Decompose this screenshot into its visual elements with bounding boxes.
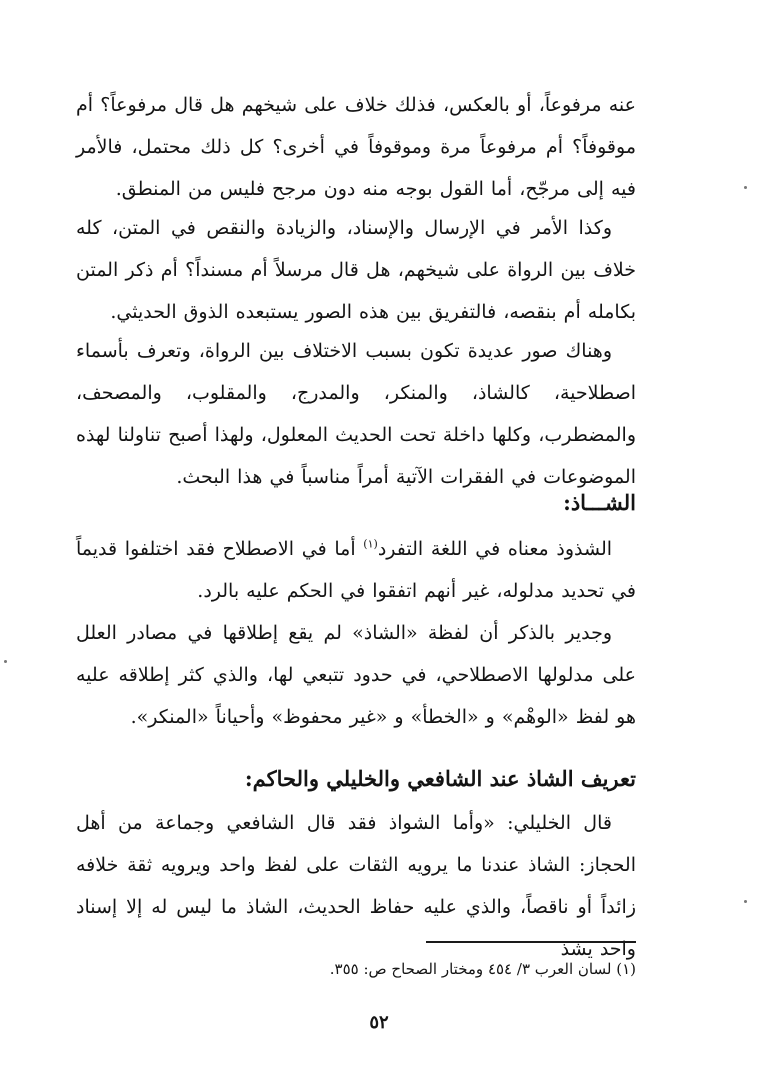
page-number: ٥٢ — [369, 1012, 389, 1033]
footnote-text: (١) لسان العرب ٣/ ٤٥٤ ومختار الصحاح ص: ٣٥٥. — [329, 960, 636, 978]
paragraph-4-text-start: الشذوذ معناه في اللغة التفرد — [377, 538, 613, 560]
scan-speck — [744, 900, 747, 903]
paragraph-6: قال الخليلي: «وأما الشواذ فقد قال الشافعي وجماعة من أهل الحجاز: الشاذ عندنا ما يرويه الثقات على لفظ واحد ويرويه ثقة خلافه زائداً أو ناقصاً، والذي عليه حفاظ الحديث، الشاذ ما ليس له إلا إسناد واحد يشذ — [76, 812, 636, 960]
section-heading-shadh: الشـــاذ: — [563, 490, 636, 515]
paragraph-3: وهناك صور عديدة تكون بسبب الاختلاف بين الرواة، وتعرف بأسماء اصطلاحية، كالشاذ، والمنكر، والمدرج، والمقلوب، والمصحف، والمضطرب، وكلها داخلة تحت الحديث المعلول، ولهذا أصبح تناولنا لهذه الموضوعات في الفقرات الآتية أمراً مناسباً في هذا البحث. — [76, 340, 636, 488]
paragraph-4-text-end: أما في الاصطلاح فقد اختلفوا قديماً في تحديد مدلوله، غير أنهم اتفقوا في الحكم عليه بالرد. — [76, 538, 636, 602]
footnote-reference: (١) — [363, 537, 378, 551]
paragraph-5: وجدير بالذكر أن لفظة «الشاذ» لم يقع إطلاقها في مصادر العلل على مدلولها الاصطلاحي، في حدود تتبعي لها، والذي كثر إطلاقه عليه هو لفظ «الوهْم» و «الخطأ» و «غير محفوظ» وأحياناً «المنكر». — [76, 622, 636, 728]
paragraph-2: وكذا الأمر في الإرسال والإسناد، والزيادة والنقص في المتن، كله خلاف بين الرواة على شيخهم، هل قال مرسلاً أم مسنداً؟ أم ذكر المتن بكامله أم بنقصه، فالتفريق بين هذه الصور يستبعده الذوق الحديثي. — [76, 217, 636, 323]
scan-speck — [4, 660, 7, 663]
scan-speck — [744, 186, 747, 189]
section-heading-definition: تعريف الشاذ عند الشافعي والخليلي والحاكم: — [244, 766, 636, 791]
paragraph-4 — [76, 528, 636, 612]
book-page — [76, 0, 636, 1082]
footnote-separator — [426, 941, 636, 943]
paragraph-1: عنه مرفوعاً، أو بالعكس، فذلك خلاف على شيخهم هل قال مرفوعاً؟ أم موقوفاً؟ أم مرفوعاً مرة وموقوفاً في أخرى؟ كل ذلك محتمل، فالأمر فيه إلى مرجّح، أما القول بوجه منه دون مرجح فليس من المنطق. — [76, 94, 636, 200]
